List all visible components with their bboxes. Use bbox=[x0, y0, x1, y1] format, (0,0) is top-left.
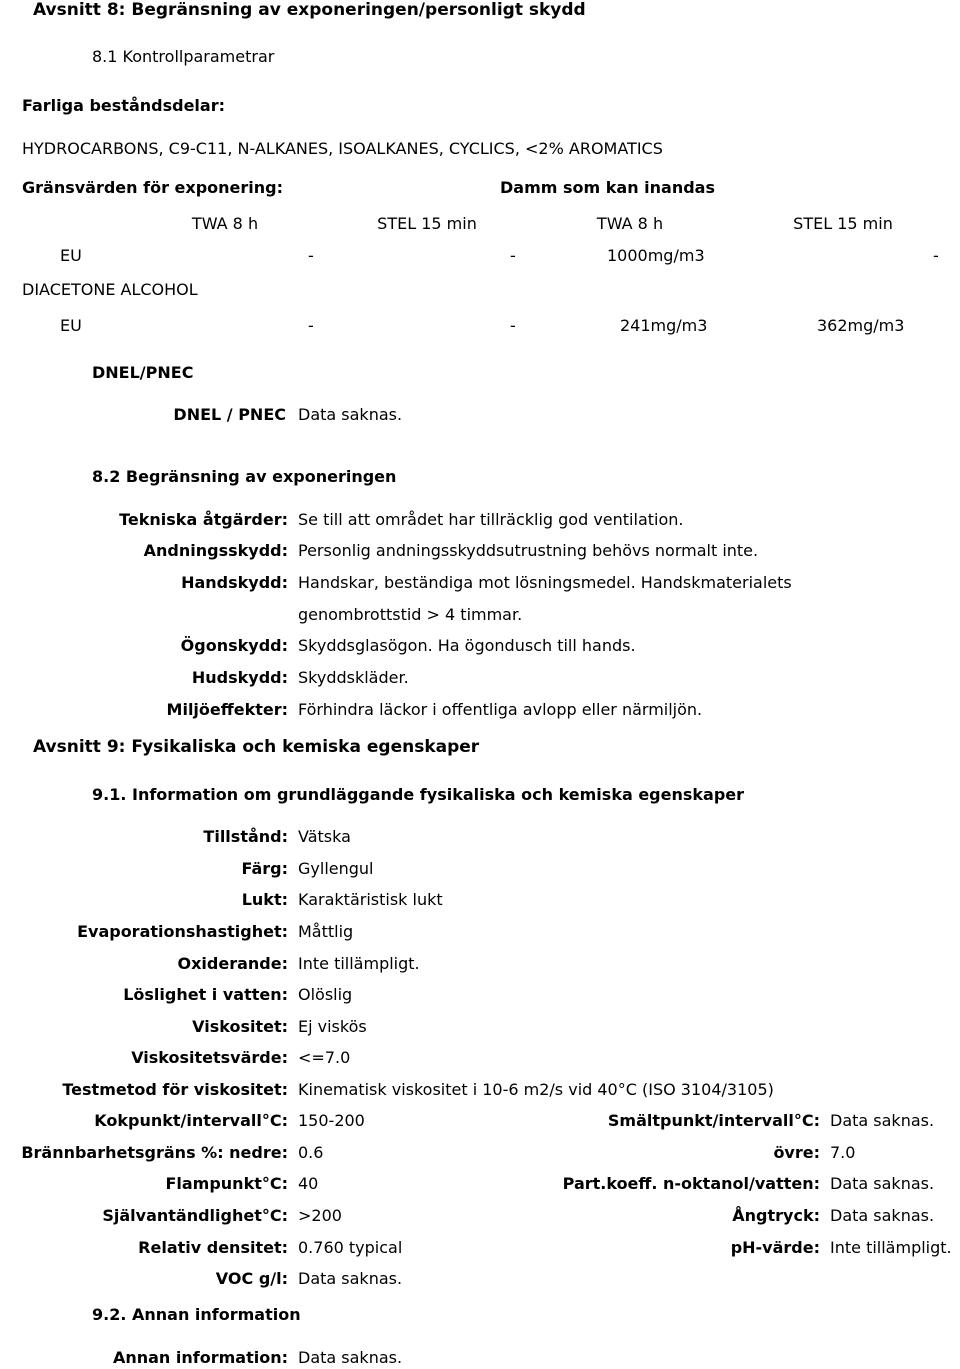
voc-label: VOC g/l: bbox=[215, 1269, 288, 1288]
section-9-title: Avsnitt 9: Fysikaliska och kemiska egenskaper bbox=[33, 737, 480, 757]
oxidizing-value: Inte tillämpligt. bbox=[298, 954, 420, 973]
ph-value: Inte tillämpligt. bbox=[830, 1238, 952, 1257]
other-information-label: Annan information: bbox=[112, 1348, 288, 1367]
skin-protection-value: Skyddskläder. bbox=[298, 668, 409, 687]
respiratory-protection-value: Personlig andningsskyddsutrustning behövs normalt inte. bbox=[298, 541, 759, 560]
column-header-stel: STEL 15 min bbox=[793, 214, 893, 233]
ph-label: pH-värde: bbox=[730, 1238, 820, 1257]
hand-protection-value: Handskar, beständiga mot lösningsmedel. Handskmaterialets bbox=[298, 573, 792, 592]
partition-coefficient-value: Data saknas. bbox=[830, 1174, 935, 1193]
limit-value: - bbox=[510, 246, 516, 265]
limit-value: - bbox=[933, 246, 939, 265]
viscosity-number-label: Viskositetsvärde: bbox=[131, 1048, 288, 1067]
hand-protection-label: Handskydd: bbox=[181, 573, 288, 592]
state-label: Tillstånd: bbox=[203, 827, 288, 846]
vapor-pressure-label: Ångtryck: bbox=[732, 1206, 820, 1225]
evaporation-rate-value: Måttlig bbox=[298, 922, 354, 941]
section-8-title: Avsnitt 8: Begränsning av exponeringen/personligt skydd bbox=[33, 0, 586, 20]
evaporation-rate-label: Evaporationshastighet: bbox=[77, 922, 288, 941]
region-label: EU bbox=[60, 316, 82, 335]
column-header-twa: TWA 8 h bbox=[191, 214, 259, 233]
boiling-point-label: Kokpunkt/intervall°C: bbox=[94, 1111, 288, 1130]
other-information-value: Data saknas. bbox=[298, 1348, 403, 1367]
odor-value: Karaktäristisk lukt bbox=[298, 890, 443, 909]
viscosity-number-value: <=7.0 bbox=[298, 1048, 351, 1067]
dnel-pnec-value: Data saknas. bbox=[298, 405, 403, 424]
viscosity-value: Ej viskös bbox=[298, 1017, 367, 1036]
partition-coefficient-label: Part.koeff. n-oktanol/vatten: bbox=[562, 1174, 820, 1193]
eye-protection-value: Skyddsglasögon. Ha ögondusch till hands. bbox=[298, 636, 636, 655]
flammability-upper-label: övre: bbox=[773, 1143, 820, 1162]
respirable-dust-label: Damm som kan inandas bbox=[500, 178, 715, 197]
relative-density-value: 0.760 typical bbox=[298, 1238, 403, 1257]
column-header-stel: STEL 15 min bbox=[377, 214, 477, 233]
melting-point-value: Data saknas. bbox=[830, 1111, 935, 1130]
technical-measures-label: Tekniska åtgärder: bbox=[119, 510, 288, 529]
dnel-pnec-label: DNEL / PNEC bbox=[173, 405, 286, 424]
substance-name-2: DIACETONE ALCOHOL bbox=[22, 280, 198, 299]
environmental-effects-label: Miljöeffekter: bbox=[166, 700, 288, 719]
flash-point-value: 40 bbox=[298, 1174, 319, 1193]
limit-value: - bbox=[308, 246, 314, 265]
column-header-twa: TWA 8 h bbox=[596, 214, 664, 233]
exposure-limits-label: Gränsvärden för exponering: bbox=[22, 178, 284, 197]
limit-value: - bbox=[510, 316, 516, 335]
region-label: EU bbox=[60, 246, 82, 265]
autoignition-value: >200 bbox=[298, 1206, 342, 1225]
water-solubility-label: Löslighet i vatten: bbox=[123, 985, 288, 1004]
viscosity-test-method-value: Kinematisk viskositet i 10-6 m2/s vid 40°C (ISO 3104/3105) bbox=[298, 1080, 774, 1099]
limit-value: 1000mg/m3 bbox=[607, 246, 705, 265]
viscosity-test-method-label: Testmetod för viskositet: bbox=[62, 1080, 288, 1099]
color-label: Färg: bbox=[241, 859, 288, 878]
odor-label: Lukt: bbox=[241, 890, 288, 909]
limit-value: 241mg/m3 bbox=[620, 316, 708, 335]
technical-measures-value: Se till att området har tillräcklig god ventilation. bbox=[298, 510, 684, 529]
state-value: Vätska bbox=[298, 827, 351, 846]
flammability-lower-value: 0.6 bbox=[298, 1143, 324, 1162]
dnel-pnec-heading: DNEL/PNEC bbox=[92, 363, 194, 382]
vapor-pressure-value: Data saknas. bbox=[830, 1206, 935, 1225]
flammability-lower-label: Brännbarhetsgräns %: nedre: bbox=[21, 1143, 288, 1162]
flash-point-label: Flampunkt°C: bbox=[165, 1174, 288, 1193]
subsection-8-2-title: 8.2 Begränsning av exponeringen bbox=[92, 467, 397, 486]
water-solubility-value: Olöslig bbox=[298, 985, 353, 1004]
color-value: Gyllengul bbox=[298, 859, 374, 878]
eye-protection-label: Ögonskydd: bbox=[180, 636, 288, 655]
subsection-9-1-title: 9.1. Information om grundläggande fysikaliska och kemiska egenskaper bbox=[92, 785, 745, 804]
melting-point-label: Smältpunkt/intervall°C: bbox=[607, 1111, 820, 1130]
relative-density-label: Relativ densitet: bbox=[138, 1238, 288, 1257]
hazardous-ingredients-label: Farliga beståndsdelar: bbox=[22, 96, 225, 115]
environmental-effects-value: Förhindra läckor i offentliga avlopp eller närmiljön. bbox=[298, 700, 703, 719]
skin-protection-label: Hudskydd: bbox=[191, 668, 288, 687]
hand-protection-value-cont: genombrottstid > 4 timmar. bbox=[298, 605, 523, 624]
subsection-9-2-title: 9.2. Annan information bbox=[92, 1305, 301, 1324]
flammability-upper-value: 7.0 bbox=[830, 1143, 856, 1162]
viscosity-label: Viskositet: bbox=[192, 1017, 288, 1036]
boiling-point-value: 150-200 bbox=[298, 1111, 365, 1130]
respiratory-protection-label: Andningsskydd: bbox=[143, 541, 288, 560]
subsection-8-1-title: 8.1 Kontrollparametrar bbox=[92, 47, 275, 66]
substance-name-1: HYDROCARBONS, C9-C11, N-ALKANES, ISOALKANES, CYCLICS, <2% AROMATICS bbox=[22, 139, 663, 158]
limit-value: - bbox=[308, 316, 314, 335]
autoignition-label: Självantändlighet°C: bbox=[102, 1206, 288, 1225]
oxidizing-label: Oxiderande: bbox=[177, 954, 288, 973]
voc-value: Data saknas. bbox=[298, 1269, 403, 1288]
limit-value: 362mg/m3 bbox=[817, 316, 905, 335]
